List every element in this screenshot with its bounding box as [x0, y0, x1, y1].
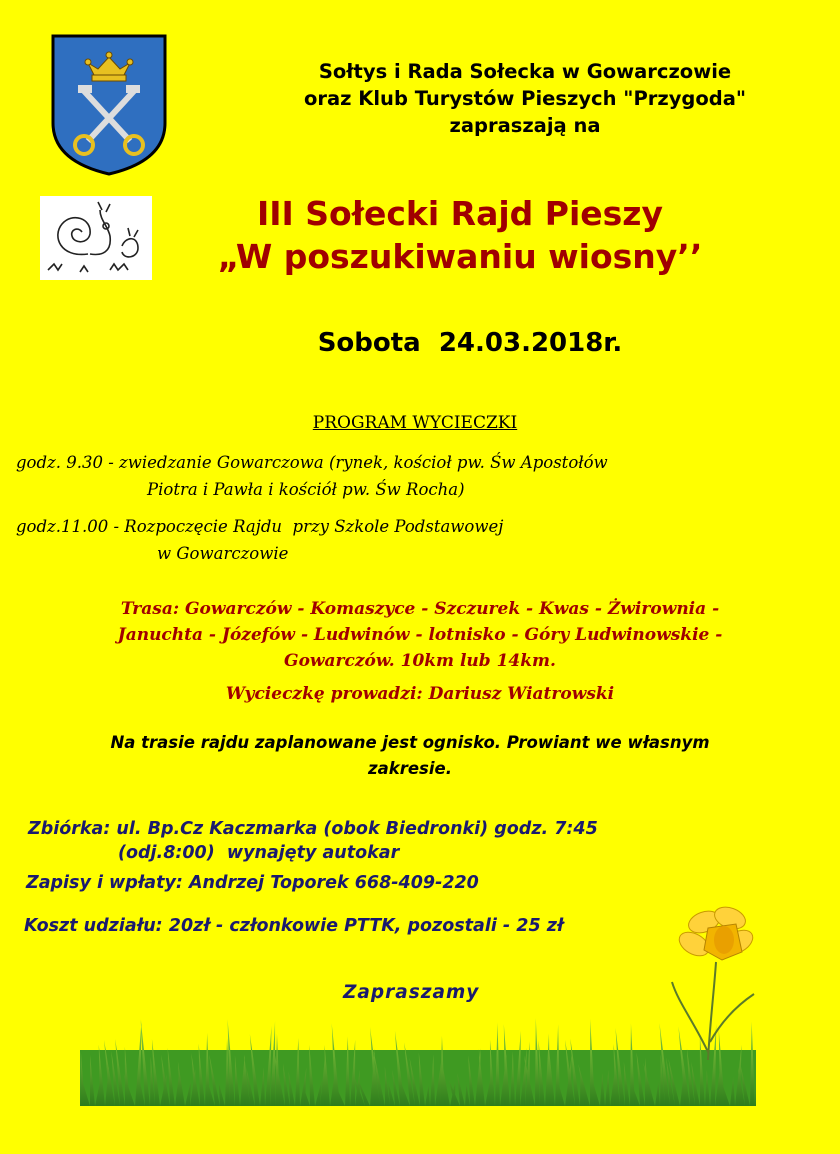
- meeting-point-line-1: Zbiórka: ul. Bp.Cz Kaczmarka (obok Biedronki) godz. 7:45: [28, 819, 598, 839]
- meeting-point-line-2: (odj.8:00) wynajęty autokar: [118, 843, 400, 863]
- campfire-note: [50, 730, 770, 782]
- organizers-block: [240, 58, 810, 139]
- organizers-line-2: oraz Klub Turystów Pieszych "Przygoda": [303, 87, 747, 110]
- program-item-1-line-2: Piotra i Pawła i kościół pw. Św Rocha): [147, 480, 465, 499]
- signup-info: Zapisy i wpłaty: Andrzej Toporek 668-409-220: [26, 873, 479, 893]
- campfire-note-line-1: Na trasie rajdu zaplanowane jest ognisko. Prowiant we własnym: [110, 733, 710, 752]
- program-item-2-line-2: w Gowarczowie: [157, 544, 289, 563]
- event-title: [150, 192, 770, 278]
- daffodil-image: [664, 902, 764, 1062]
- event-title-line-2: „W poszukiwaniu wiosny’’: [217, 237, 703, 276]
- event-date: Sobota 24.03.2018r.: [317, 328, 623, 358]
- grass-image: [80, 1010, 756, 1106]
- organizers-line-1: Sołtys i Rada Sołecka w Gowarczowie: [318, 60, 732, 83]
- route-line-1: Trasa: Gowarczów - Komaszyce - Szczurek - Kwas - Żwirownia -: [120, 599, 720, 619]
- cost-info: Koszt udziału: 20zł - członkowie PTTK, pozostali - 25 zł: [24, 916, 564, 936]
- route-line-2: Januchta - Józefów - Ludwinów - lotnisko - Góry Ludwinowskie -: [117, 625, 723, 645]
- snail-image: [40, 196, 152, 280]
- program-item-2-line-1: godz.11.00 - Rozpoczęcie Rajdu przy Szkole Podstawowej: [16, 517, 504, 536]
- invitation-closing: Zapraszamy: [343, 982, 480, 1003]
- campfire-note-line-2: zakresie.: [368, 759, 452, 778]
- guide-text: Wycieczkę prowadzi: Dariusz Wiatrowski: [225, 684, 615, 704]
- coat-of-arms-image: [50, 33, 168, 177]
- route-line-3: Gowarczów. 10km lub 14km.: [284, 651, 556, 671]
- program-item-1-line-1: godz. 9.30 - zwiedzanie Gowarczowa (rynek, kościoł pw. Św Apostołów: [16, 453, 608, 472]
- program-heading: PROGRAM WYCIECZKI: [312, 413, 518, 433]
- route-block: [30, 596, 810, 674]
- organizers-line-3: zapraszają na: [449, 114, 601, 137]
- event-title-line-1: III Sołecki Rajd Pieszy: [256, 194, 664, 233]
